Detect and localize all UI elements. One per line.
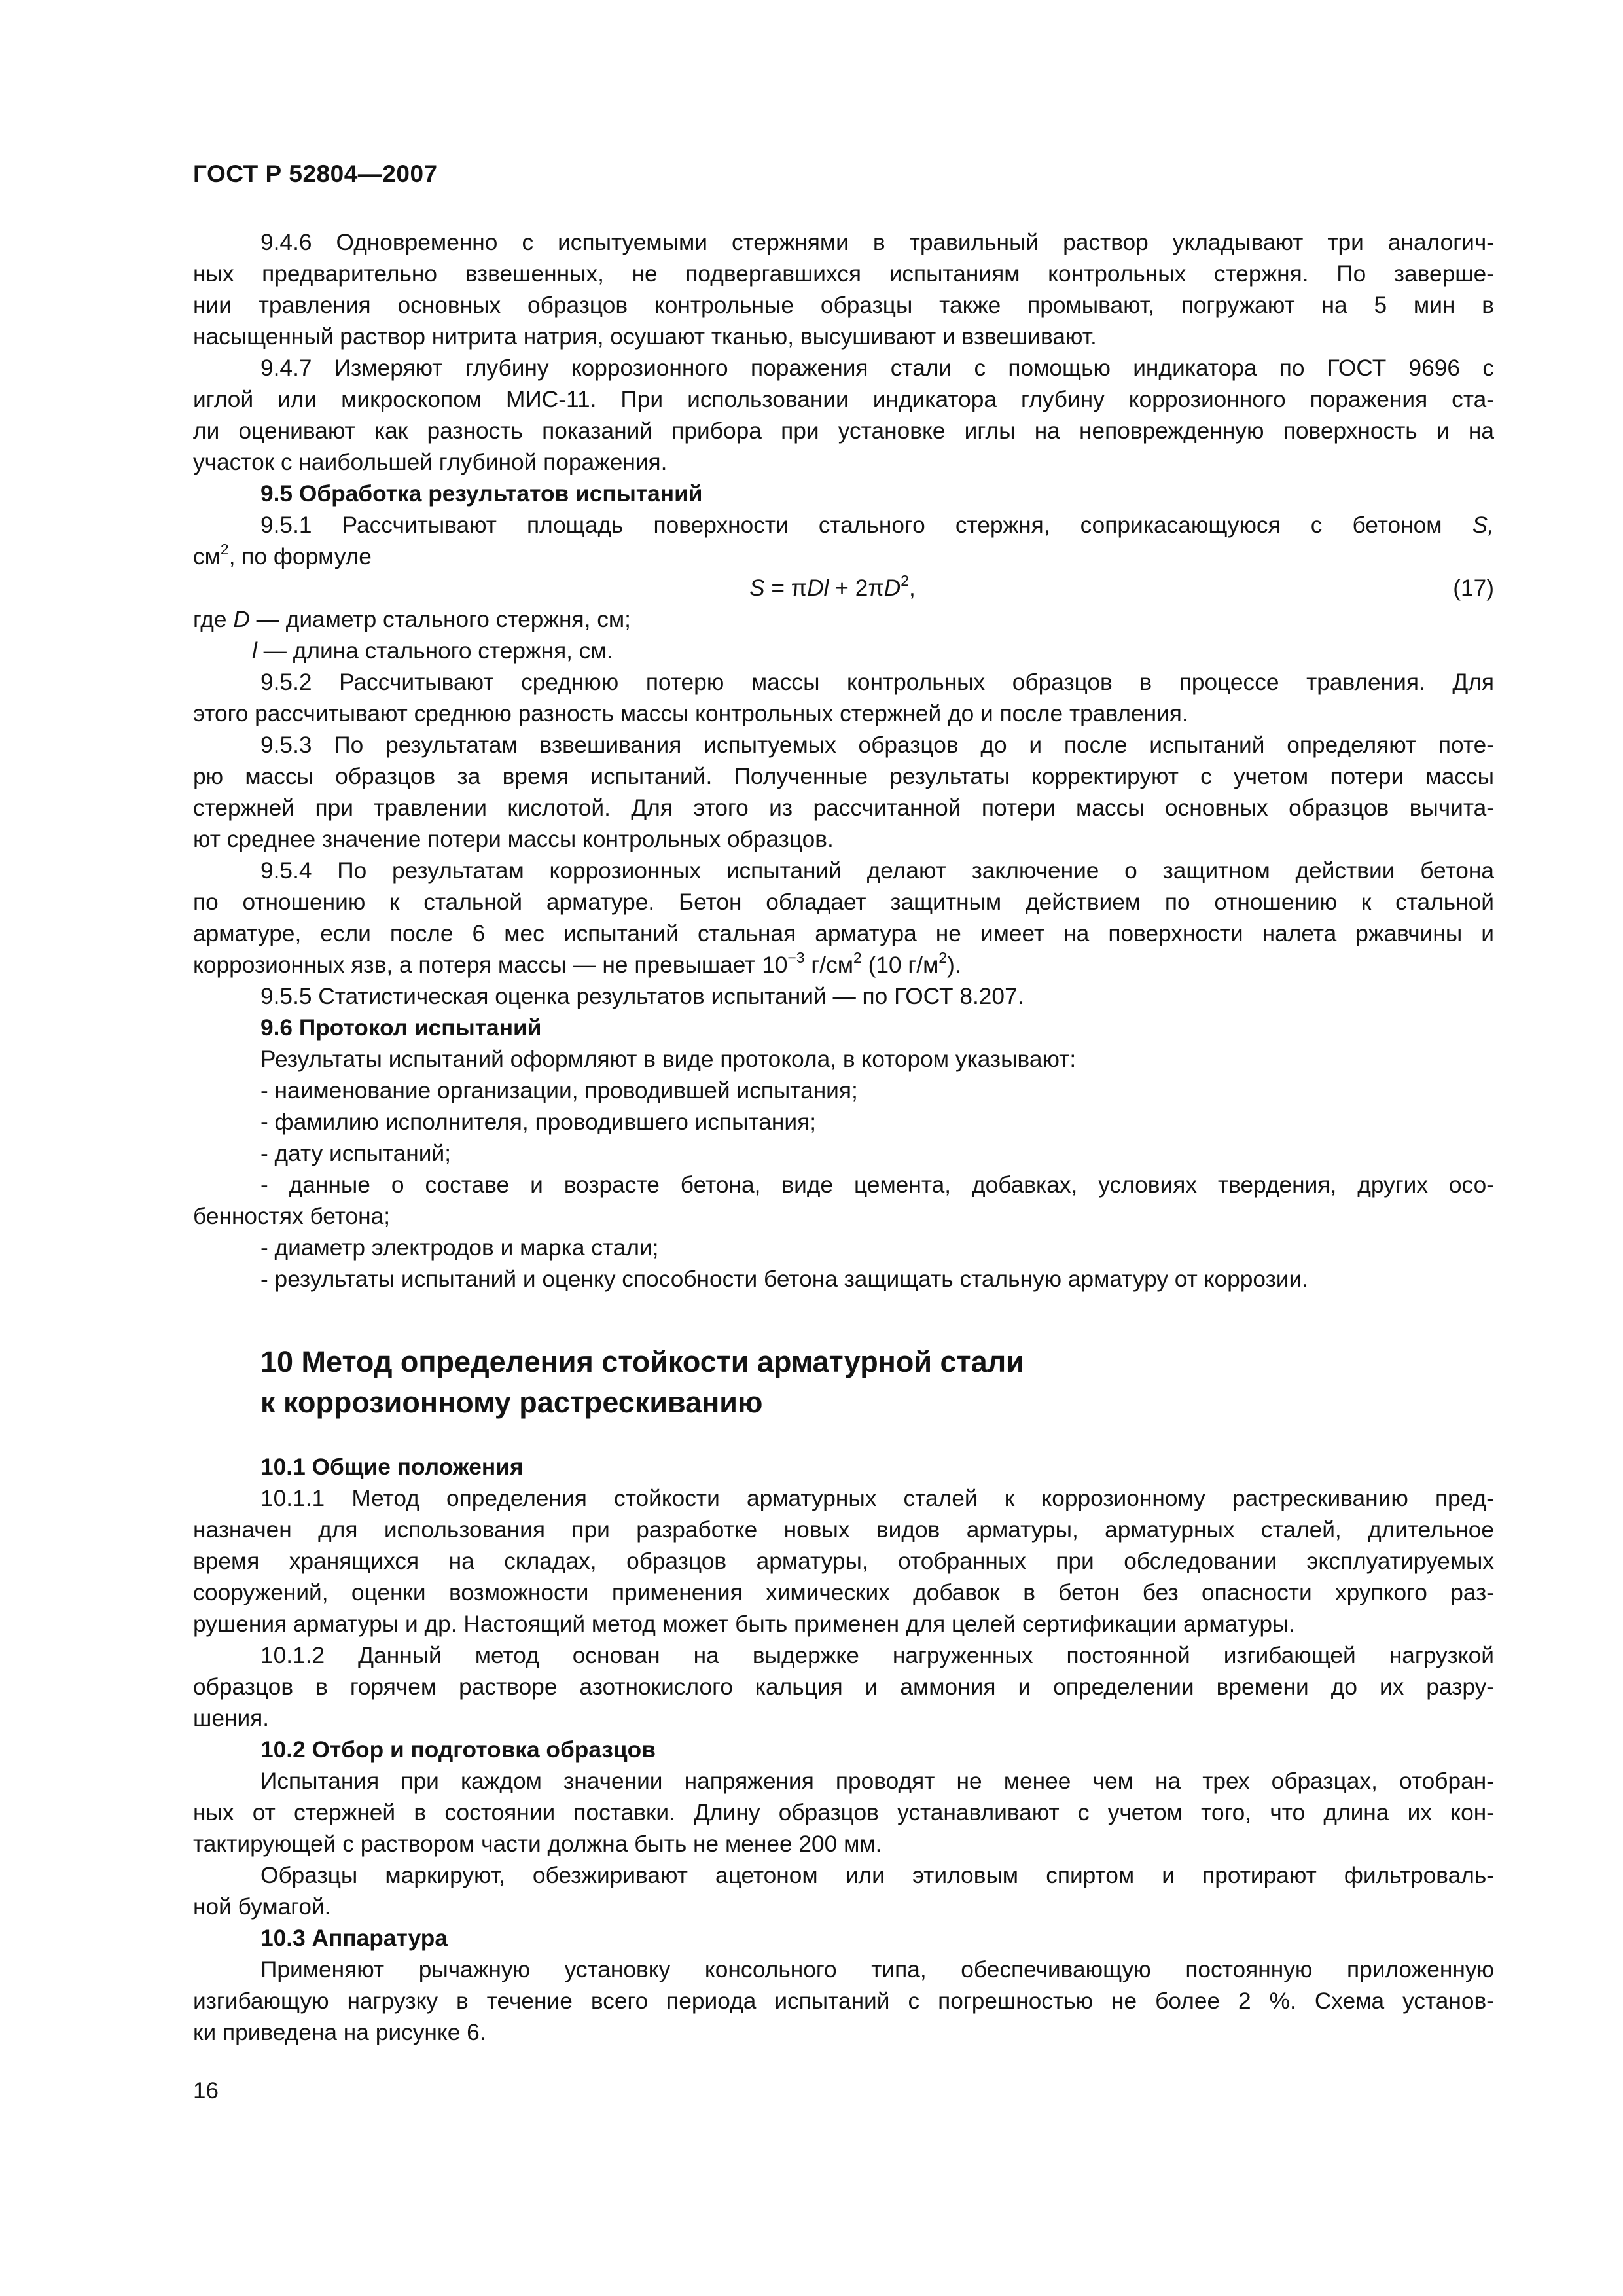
section-10-title-line1: 10 Метод определения стойкости арматурной стали <box>260 1345 1024 1378</box>
p946-line3: нии травления основных образцов контрольные образцы также промывают, погружают на 5 мин в <box>193 293 1494 318</box>
list-item-electrodes: - диаметр электродов и марка стали; <box>260 1235 659 1261</box>
list-item-performer: - фамилию исполнителя, проводившего испытания; <box>260 1109 817 1135</box>
p953-line2: рю массы образцов за время испытаний. Полученные результаты корректируют с учетом потери массы <box>193 764 1494 789</box>
p1011-line3: время хранящихся на складах, образцов арматуры, отобранных при обследовании эксплуатируемых <box>193 1549 1494 1574</box>
formula-expression: $S = \pi Dl + 2\pi D^2$, <box>749 571 916 601</box>
text-block-10 <box>193 1452 1494 2049</box>
p102b-line1: Образцы маркируют, обезжиривают ацетоном или этиловым спиртом и протирают фильтроваль- <box>260 1863 1494 1888</box>
p1012-line1: 10.1.2 Данный метод основан на выдержке нагруженных постоянной изгибающей нагрузкой <box>260 1643 1494 1668</box>
p1012-line2: образцов в горячем растворе азотнокислого кальция и аммония и определении времени до их разру- <box>193 1674 1494 1700</box>
p951-line2: $см^2$, по формуле <box>193 540 372 569</box>
p1011-line2: назначен для использования при разработке новых видов арматуры, арматурных сталей, длительное <box>193 1517 1494 1543</box>
p954-line3: арматуре, если после 6 мес испытаний стальная арматура не имеет на поверхности налета ржавчины и <box>193 921 1494 946</box>
formula-number: (17) <box>1453 575 1494 601</box>
section-10-title-line2: к коррозионному растрескиванию <box>260 1386 763 1419</box>
p1011-line5: рушения арматуры и др. Настоящий метод может быть применен для целей сертификации арматуры. <box>193 1611 1296 1637</box>
p947-line2: иглой или микроскопом МИС-11. При использовании индикатора глубину коррозионного поражения ста- <box>193 387 1494 412</box>
section-10-title <box>260 1342 1024 1423</box>
p96-intro: Результаты испытаний оформляют в виде протокола, в котором указывают: <box>260 1047 1077 1072</box>
p103-line2: изгибающую нагрузку в течение всего периода испытаний с погрешностью не более 2 %. Схема установ- <box>193 1988 1494 2014</box>
p1011-line1: 10.1.1 Метод определения стойкости арматурных сталей к коррозионному растрескиванию пред- <box>260 1486 1494 1511</box>
where-line2: l — длина стального стержня, см. <box>252 638 613 664</box>
p955: 9.5.5 Статистическая оценка результатов испытаний — по ГОСТ 8.207. <box>260 984 1024 1009</box>
document-header: ГОСТ Р 52804—2007 <box>193 160 438 187</box>
p954-line2: по отношению к стальной арматуре. Бетон обладает защитным действием по отношению к стальной <box>193 889 1494 915</box>
list-item-concrete-line1: - данные о составе и возрасте бетона, виде цемента, добавках, условиях твердения, других осо- <box>260 1172 1494 1198</box>
p947-line3: ли оценивают как разность показаний прибора при установке иглы на неповрежденную поверхность и на <box>193 418 1494 444</box>
p952-line1: 9.5.2 Рассчитывают среднюю потерю массы контрольных образцов в процессе травления. Для <box>260 670 1494 695</box>
heading-9-6: 9.6 Протокол испытаний <box>260 1015 542 1041</box>
p946-line2: ных предварительно взвешенных, не подвергавшихся испытаниям контрольных стержня. По заверше- <box>193 261 1494 287</box>
heading-10-3: 10.3 Аппаратура <box>260 1926 448 1951</box>
p952-line2: этого рассчитывают среднюю разность массы контрольных стержней до и после травления. <box>193 701 1188 726</box>
list-item-results: - результаты испытаний и оценку способности бетона защищать стальную арматуру от коррозии. <box>260 1266 1309 1292</box>
p102a-line1: Испытания при каждом значении напряжения проводят не менее чем на трех образцах, отобран- <box>260 1768 1494 1794</box>
p946-line1: 9.4.6 Одновременно с испытуемыми стержнями в травильный раствор укладывают три аналогич- <box>260 230 1494 255</box>
p954-line4: коррозионных язв, а потеря массы — не превышает $10^{-3}$ $г/см^2$ (10 $г/м^2$). <box>193 948 961 978</box>
formula-17 <box>193 573 1494 604</box>
heading-10-1: 10.1 Общие положения <box>260 1454 524 1480</box>
p946-line4: насыщенный раствор нитрита натрия, осушают тканью, высушивают и взвешивают. <box>193 324 1097 350</box>
p953-line4: ют среднее значение потери массы контрольных образцов. <box>193 827 834 852</box>
heading-9-5: 9.5 Обработка результатов испытаний <box>260 481 703 507</box>
p103-line3: ки приведена на рисунке 6. <box>193 2020 486 2045</box>
p947-line1: 9.4.7 Измеряют глубину коррозионного поражения стали с помощью индикатора по ГОСТ 9696 с <box>260 355 1494 381</box>
p947-line4: участок с наибольшей глубиной поражения. <box>193 450 668 475</box>
p954-line1: 9.5.4 По результатам коррозионных испытаний делают заключение о защитном действии бетона <box>260 858 1494 884</box>
list-item-concrete-line2: бенностях бетона; <box>193 1204 391 1229</box>
p102b-line2: ной бумагой. <box>193 1894 331 1920</box>
list-item-date: - дату испытаний; <box>260 1141 452 1166</box>
page-number: 16 <box>193 2078 219 2104</box>
p953-line1: 9.5.3 По результатам взвешивания испытуемых образцов до и после испытаний определяют поте- <box>260 732 1494 758</box>
p102a-line3: тактирующей с раствором части должна быть не менее 200 мм. <box>193 1831 882 1857</box>
heading-10-2: 10.2 Отбор и подготовка образцов <box>260 1737 656 1763</box>
p103-line1: Применяют рычажную установку консольного типа, обеспечивающую постоянную приложенную <box>260 1957 1494 1982</box>
p953-line3: стержней при травлении кислотой. Для этого из рассчитанной потери массы основных образцов вычита- <box>193 795 1494 821</box>
p1012-line3: шения. <box>193 1706 270 1731</box>
p102a-line2: ных от стержней в состоянии поставки. Длину образцов устанавливают с учетом того, что длина их кон- <box>193 1800 1494 1825</box>
text-block-9 <box>193 227 1494 1295</box>
where-line1: где D — диаметр стального стержня, см; <box>193 607 631 632</box>
list-item-organization: - наименование организации, проводившей испытания; <box>260 1078 858 1103</box>
p1011-line4: сооружений, оценки возможности применения химических добавок в бетон без опасности хрупкого раз- <box>193 1580 1494 1605</box>
p951-line1: 9.5.1 Рассчитывают площадь поверхности стального стержня, соприкасающуюся с бетоном S, <box>260 512 1495 538</box>
